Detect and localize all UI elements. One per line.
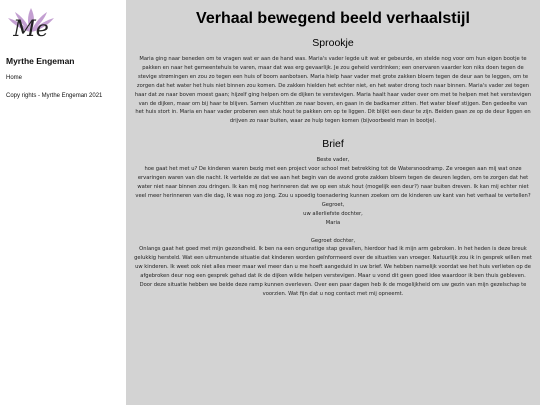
letter-1-greeting: Beste vader,	[316, 157, 350, 164]
letter-1-body: hoe gaat het met u? De kinderen waren bezig met een project voor school met betrekking tot de Watersnoodramp. Ze vroegen aan mij wat onze ervaringen waren van die nacht. Ik vertelde ze dat we aan het begin van de avond grote zakken bloem tegen de deuren legden, om te zorgen dat het water niet naar binnen zou dringen. Ik kan mij nog herinneren dat we op een stuk hout (mogelijk een deur?) naar buiten dreven. Ik kan mij echter niet veel meer herinneren van die dag, Ik was nog zo jong. Zou u spoedig toenadering kunnen zoeken om de kinderen uw kant van het verhaal te vertellen? Gegroet,	[135, 166, 531, 208]
letter-1-sign-2: Maria	[325, 219, 341, 226]
letter-2	[134, 237, 532, 299]
letter-2-greeting: Gegroet dochter,	[310, 237, 356, 244]
sidebar	[0, 0, 126, 405]
letter-1	[134, 156, 532, 227]
letter-2-body: Onlangs gaat het goed met mijn gezondheid. Ik ben na een ongunstige stap gevallen, hierdoor had ik mijn arm gebroken. In het heden is deze breuk gelukkig hersteld. Wat een uitmuntende situatie dat kinderen worden geïnformeerd over de situaties van vroeger. Natuurlijk zou ik in gesprek willen met uw kinderen. Ik weet ook niet alles meer maar wel meer dan u me hoeft aangeduid in uw brief. We hebben namelijk voordat we het huis verlieten op de afgebroken deur nog een gesprek gehad dat ik de dijken wilde helpen verstevigen. Maar u vond dit geen goed idee waardoor ik ben thuis gebleven. Door deze situatie hebben we beide deze ramp kunnen overleven. Over een paar dagen heb ik de mogelijkheid om uw gezin van mijn gezelschap te voorzien. Wat fijn dat u nog contact met mij opneemt.	[134, 246, 532, 297]
section-title-brief: Brief	[322, 138, 344, 151]
main-content	[126, 0, 540, 405]
page-title: Verhaal bewegend beeld verhaalstijl	[196, 10, 470, 27]
section-title-sprookje: Sprookje	[312, 37, 354, 49]
copyright-text: Copy rights - Myrthe Engeman 2021	[6, 93, 103, 99]
letters	[134, 156, 532, 299]
logo-text: Me	[13, 17, 49, 42]
letter-1-sign-1: uw allerliefste dochter,	[303, 210, 363, 217]
logo-icon[interactable]	[5, 4, 57, 44]
site-name: Myrthe Engeman	[6, 56, 75, 66]
nav-home-link[interactable]: Home	[6, 75, 23, 81]
story-paragraph: Maria ging naar beneden om te vragen wat er aan de hand was. Maria's vader legde uit wat er gebeurde, en stelde nog voor om hun eigen bootje te pakken en naar het gemeentehuis te varen, maar dat was erg gevaarlijk. Je zou geheid verdrinken; een onervaren vaarder kon niks doen tegen de stevige strømingen en zou zo tegen een huis of boom aanbotsen. Maria hielp haar vader met grote zakken bloem tegen de deur aan te leggen, om te zorgen dat het water het huis niet binnen zou komen. De zakken hielden het echter niet, en het water drong toch naar binnen. Maria's vader zei tegen haar dat ze naar boven moest gaan; hijzelf ging helpen om de dijken te verstevigen. Maria haalt haar vader over om met te helpen met het verstevigen van de dijken, maar om bij haar te blijven. Samen vluchtten ze naar boven, en gaan in de badkamer zitten. Het water bleef stijgen. Een gedeelte van het huis stort in. Maria en haar vader proberen een stuk hout te pakken om op te liggen. Dit blijkt een deur te zijn. Beiden gaan ze op de deur liggen en drijven zo naar buiten, waar ze hulp tegen komen (bijvoorbeeld man in bootje).	[134, 56, 532, 125]
